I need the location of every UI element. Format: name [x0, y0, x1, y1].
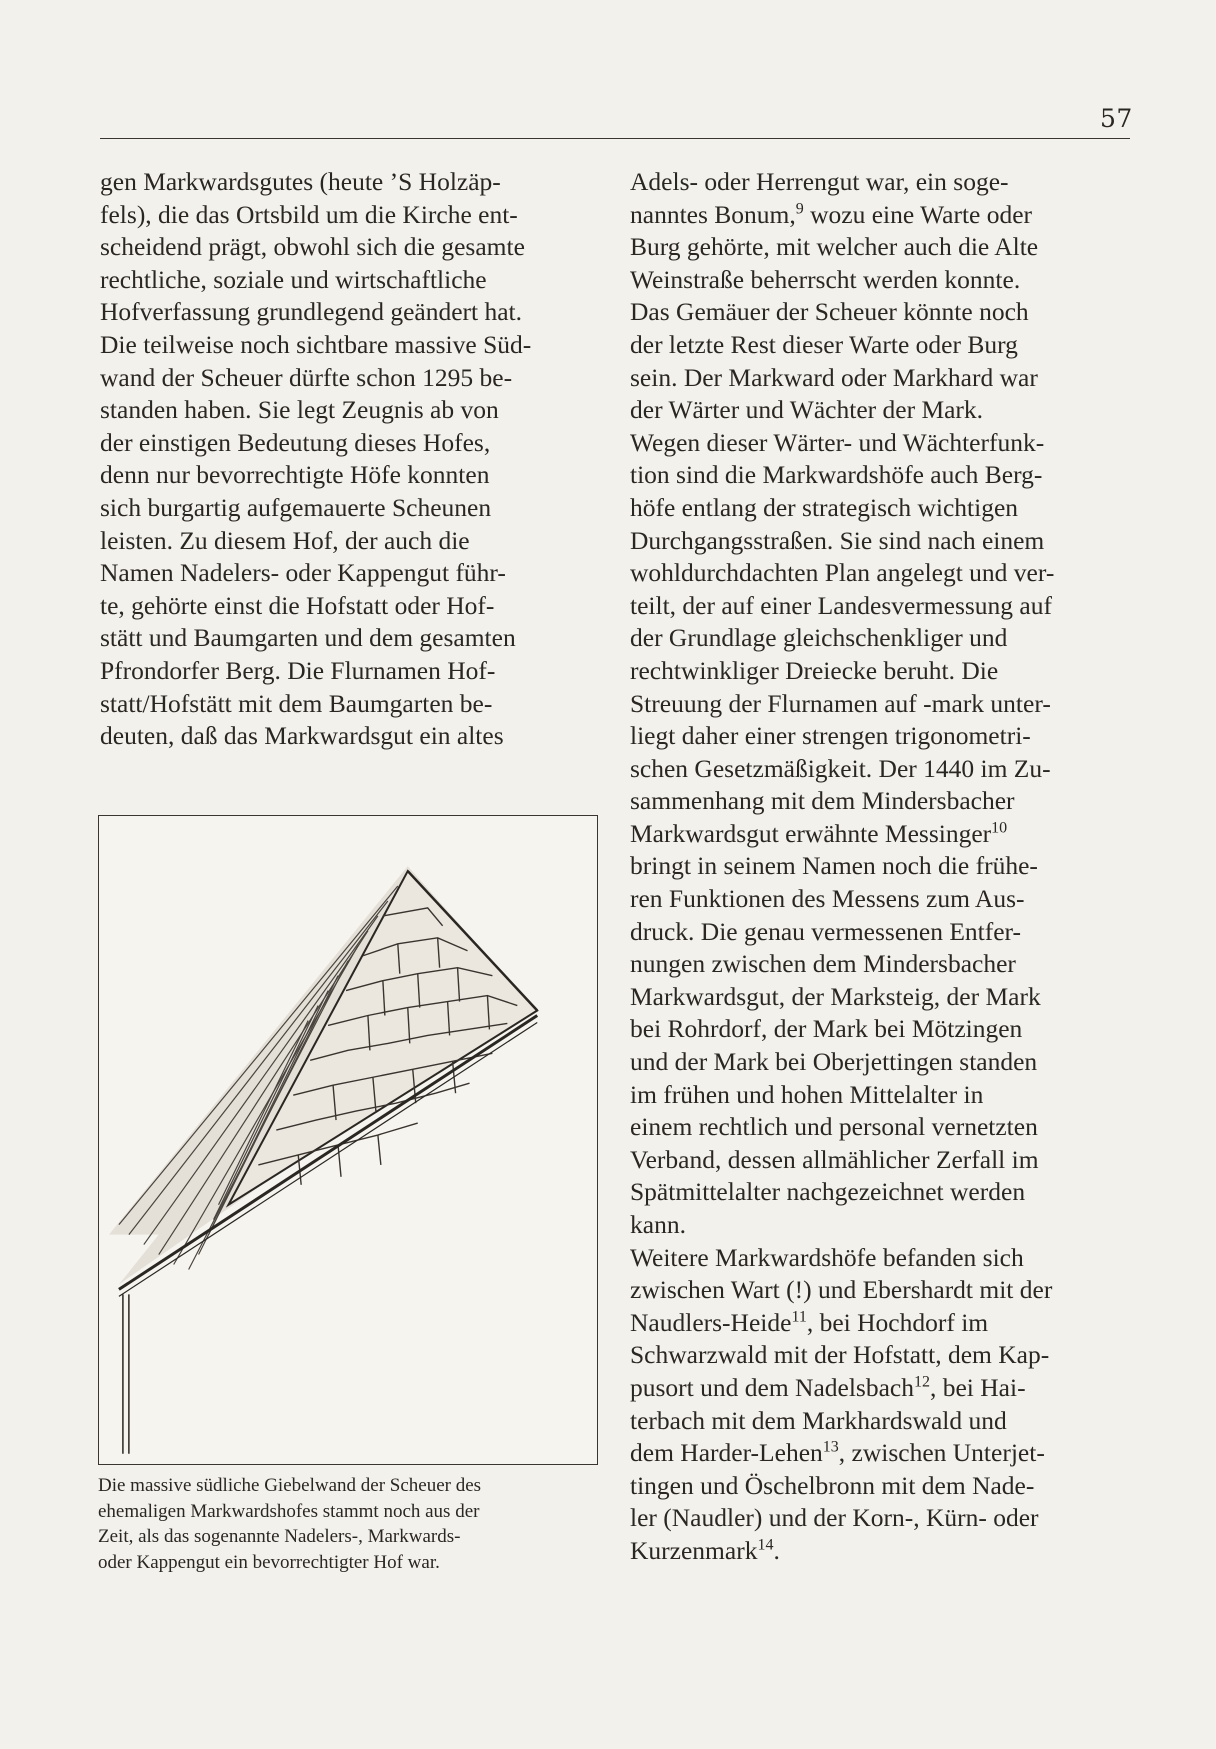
text-run: Adels- oder Herrengut war, ein soge- nanntes Bonum, — [630, 167, 1009, 229]
left-paragraph: gen Markwardsgutes (heute ’S Holzäp- fels), die das Ortsbild um die Kirche ent- scheidend prägt, obwohl sich die gesamte rechtliche, soziale und wirtschaftliche Hofverfassung grundlegend geändert hat. Die teilweise noch sichtbare massive Süd- wand der Scheuer dürfte schon 1295 be- standen haben. Sie legt Zeugnis ab von der einstigen Bedeutung dieses Hofes, denn nur bevorrechtigte Höfe konnten sich burgartig aufgemauerte Scheunen leisten. Zu diesem Hof, der auch die Namen Nadelers- oder Kappengut führ- te, gehörte einst die Hofstatt oder Hof- stätt und Baumgarten und dem gesamten Pfrondorfer Berg. Die Flurnamen Hof- statt/Hofstätt mit dem Baumgarten be- deuten, daß das Markwardsgut ein altes — [100, 167, 532, 751]
text-run: Weitere Markwardshöfe befanden sich zwischen Wart (!) und Ebershardt mit der Naudlers-Heide — [630, 1242, 1053, 1337]
right-column — [630, 166, 1130, 1568]
text-run: . — [773, 1535, 780, 1565]
footnote-ref-10: 10 — [991, 819, 1008, 837]
footnote-ref-13: 13 — [822, 1438, 839, 1456]
gable-wall-illustration — [98, 815, 598, 1465]
footnote-ref-14: 14 — [757, 1536, 774, 1554]
left-column — [100, 166, 600, 753]
header-rule — [100, 138, 1130, 139]
text-run: , zwischen Unterjet- tingen und Öschelbronn mit dem Nade- ler (Naudler) und der Korn-, Kürn- oder Kurzenmark — [630, 1438, 1045, 1565]
right-paragraph-1 — [630, 166, 1130, 427]
text-run: bringt in seinem Namen noch die frühe- ren Funktionen des Messens zum Aus- druck. Die genau vermessenen Entfer- nungen zwischen dem Mindersbacher Markwardsgut, der Marksteig, der Mark bei Rohrdorf, der Mark bei Mötzingen und der Mark bei Oberjettingen standen im frühen und hohen Mittelalter in einem rechtlich und personal vernetzten Verband, dessen allmählicher Zerfall im Spätmittelalter nachgezeichnet werden kann. — [630, 851, 1041, 1239]
page-number: 57 — [1100, 104, 1133, 133]
text-run: , bei Hai- terbach mit dem Markhardswald und dem Harder-Lehen — [630, 1372, 1026, 1468]
right-paragraph-3 — [630, 1242, 1130, 1568]
footnote-ref-9: 9 — [795, 200, 804, 218]
text-run: , bei Hochdorf im Schwarzwald mit der Hofstatt, dem Kap- pusort und dem Nadelsbach — [630, 1307, 1050, 1402]
figure-caption: Die massive südliche Giebelwand der Scheuer des ehemaligen Markwardshofes stammt noch aus der Zeit, als das sogenannte Nadelers-, Markwards- oder Kappengut ein bevorrechtigter Hof war. — [98, 1475, 482, 1573]
text-run: wozu eine Warte oder Burg gehörte, mit welcher auch die Alte Weinstraße beherrscht werden konnte. Das Gemäuer der Scheuer könnte noch der letzte Rest dieser Warte oder Burg sein. Der Markward oder Markhard war der Wärter und Wächter der Mark. — [630, 199, 1039, 425]
gable-wall-drawing — [99, 816, 597, 1464]
text-run: Wegen dieser Wärter- und Wächterfunk- tion sind die Markwardshöfe auch Berg- höfe entlang der strategisch wichtigen Durchgangsstraßen. Sie sind nach einem wohldurchdachten Plan angelegt und ver- teilt, der auf einer Landesvermessung auf der Grundlage gleichschenkliger und rechtwinkliger Dreiecke beruht. Die Streuung der Flurnamen auf -mark unter- liegt daher einer strengen trigonometri- schen Gesetzmäßigkeit. Der 1440 im Zu- sammenhang mit dem Mindersbacher Markwardsgut erwähnte Messinger — [630, 427, 1055, 848]
footnote-ref-11: 11 — [791, 1308, 807, 1326]
right-paragraph-2 — [630, 427, 1130, 1242]
footnote-ref-12: 12 — [913, 1373, 930, 1391]
